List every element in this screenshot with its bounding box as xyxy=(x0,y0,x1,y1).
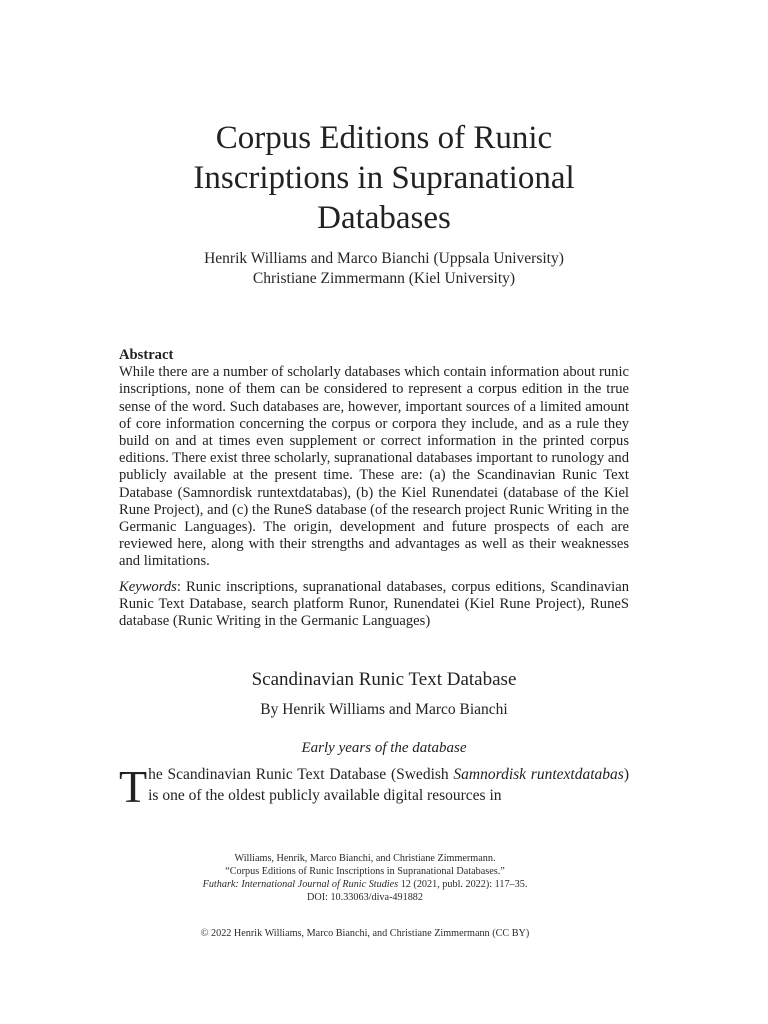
paragraph-text-italic: Samnordisk runtextdatabas xyxy=(453,766,624,783)
copyright-notice: © 2022 Henrik Williams, Marco Bianchi, and Christiane Zimmermann (CC BY) xyxy=(200,928,530,939)
citation-line-1: Williams, Henrik, Marco Bianchi, and Christiane Zimmermann. xyxy=(234,853,496,864)
author-line-2: Christiane Zimmermann (Kiel University) xyxy=(252,270,516,287)
section-heading: Scandinavian Runic Text Database xyxy=(251,669,517,690)
doi-text: DOI: 10.33063/diva-491882 xyxy=(306,892,423,903)
paper-title xyxy=(0,118,768,238)
abstract-heading: Abstract xyxy=(119,347,174,363)
abstract-body: While there are a number of scholarly databases which contain information about runic inscriptions, none of them can be considered to represent a corpus edition in the true sense of the word. Such databases are, however, important sources of a limited amount of core information concerning the corpus or corpora they include, and as a rule they build on and at times even supplement or correct information in the printed corpus editions. There exist three scholarly, supranational databases important to runology and publicly available at the present time. These are: (a) the Scandinavian Runic Text Database (Samnordisk runtextdatabas), (b) the Kiel Runendatei (database of the Kiel Rune Project), and (c) the RuneS database (of the research project Runic Writing in the Germanic Languages). The origin, development and future prospects of each are reviewed here, along with their strengths and advantages as well as their weaknesses and limitations. xyxy=(119,364,629,570)
title-line-3: Databases xyxy=(317,200,451,236)
citation-line-2: “Corpus Editions of Runic Inscriptions in Supranational Databases.” xyxy=(225,866,505,877)
citation-volume: 12 (2021, publ. 2022): 117–35. xyxy=(398,879,528,890)
title-line-2: Inscriptions in Supranational xyxy=(193,160,575,196)
journal-name: Futhark: International Journal of Runic Studies xyxy=(202,879,399,890)
section-byline: By Henrik Williams and Marco Bianchi xyxy=(260,701,508,718)
body-paragraph xyxy=(119,761,629,812)
abstract-section xyxy=(119,347,629,630)
author-block xyxy=(0,249,768,289)
author-line-1: Henrik Williams and Marco Bianchi (Uppsala University) xyxy=(204,250,564,267)
keywords-label: Keywords xyxy=(119,578,177,595)
subsection-heading: Early years of the database xyxy=(301,740,467,756)
paragraph-text-start: he Scandinavian Runic Text Database (Swedish xyxy=(148,766,454,783)
keywords-text: : Runic inscriptions, supranational databases, corpus editions, Scandinavian Runic Text Database, search platform Runor, Runendatei (Kiel Rune Project), RuneS database (Runic Writing in the Germanic Languages) xyxy=(119,578,629,630)
citation-line-3 xyxy=(0,878,730,891)
title-line-1: Corpus Editions of Runic xyxy=(215,120,553,156)
paragraph-text-end: ) is one of the oldest publicly available digital resources in xyxy=(148,766,629,804)
citation-block xyxy=(0,852,730,904)
keywords xyxy=(119,579,629,631)
drop-cap: T xyxy=(119,761,148,812)
